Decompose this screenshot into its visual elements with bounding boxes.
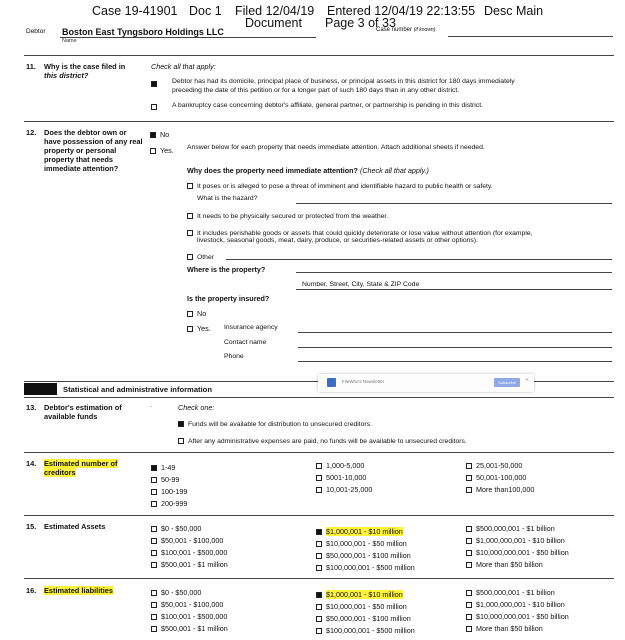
q15-option[interactable]	[316, 527, 403, 536]
filed-date-header: Filed 12/04/19	[235, 4, 315, 18]
q15-option[interactable]	[151, 548, 227, 557]
q16-option[interactable]	[466, 588, 555, 597]
q11-option-affiliate-text: A bankruptcy case concerning debtor's affiliate, general partner, or partnership is pending in this district.	[172, 102, 483, 109]
q16-option-checkbox[interactable]	[316, 616, 322, 622]
q12-hazard-label: What is the hazard?	[197, 195, 258, 202]
q12-address-field[interactable]	[296, 289, 612, 290]
q14-option[interactable]	[316, 461, 364, 470]
q12-insured-no[interactable]	[187, 309, 206, 318]
q14-title	[44, 459, 118, 477]
q14-option-label: 100-199	[161, 487, 188, 496]
q15-option-label: $1,000,000,001 - $10 billion	[476, 536, 565, 545]
q16-option[interactable]	[466, 624, 543, 633]
q11-option-domicile-text-2: preceding the date of this petition or for a longer part of such 180 days than in any other district.	[172, 87, 460, 94]
q16-option-label: $500,000,001 - $1 billion	[476, 588, 555, 597]
q16-option-label: $10,000,001 - $50 million	[326, 602, 407, 611]
q14-option-label: 10,001-25,000	[326, 485, 373, 494]
debtor-label: Debtor	[26, 28, 46, 35]
q16-option-checkbox[interactable]	[151, 626, 157, 632]
q12-reason-other[interactable]	[187, 252, 214, 261]
q15-option-checkbox[interactable]	[151, 562, 157, 568]
q15-option-checkbox[interactable]	[466, 562, 472, 568]
q12-reason-hazard-checkbox[interactable]	[187, 183, 193, 189]
case-number-label: Case number	[376, 27, 413, 33]
q15-option-checkbox[interactable]	[316, 565, 322, 571]
q15-title: Estimated Assets	[44, 522, 106, 531]
q14-option-label: 1,000-5,000	[326, 461, 365, 470]
debtor-name: Boston East Tyngsboro Holdings LLC	[62, 27, 224, 37]
q12-insured-no-checkbox[interactable]	[187, 311, 193, 317]
q15-option-label: $500,000,001 - $1 billion	[476, 524, 555, 533]
q16-option-label: $100,001 - $500,000	[161, 612, 228, 621]
q12-reason-other-checkbox[interactable]	[187, 254, 193, 260]
desc-main-header: Desc Main	[484, 4, 544, 18]
q16-option[interactable]	[151, 624, 228, 633]
q12-phone-field[interactable]	[298, 361, 612, 362]
q13-no-funds-checkbox[interactable]	[178, 438, 184, 444]
q16-option[interactable]	[151, 588, 201, 597]
q15-option[interactable]	[466, 536, 565, 545]
q14-option-checkbox[interactable]	[151, 465, 157, 471]
q16-option[interactable]	[151, 600, 223, 609]
q15-option-checkbox[interactable]	[466, 550, 472, 556]
q15-option-label: $100,000,001 - $500 million	[326, 563, 415, 572]
q12-reason-other-text: Other	[197, 254, 214, 261]
q14-option[interactable]	[151, 487, 187, 496]
q16-option[interactable]	[466, 600, 565, 609]
q15-option[interactable]	[316, 551, 411, 560]
q12-address-caption: Number, Street, City, State & ZIP Code	[302, 281, 420, 288]
q12-hazard-field[interactable]	[296, 203, 612, 204]
q16-option-checkbox[interactable]	[151, 590, 157, 596]
q13-title-line2: available funds	[44, 412, 98, 421]
q15-option-label: More than $50 billion	[476, 560, 543, 569]
q11-domicile-checkbox[interactable]	[151, 81, 157, 87]
q13-top-rule	[24, 397, 614, 398]
q12-insured-yes-checkbox[interactable]	[187, 326, 193, 332]
q12-other-field[interactable]	[226, 259, 612, 260]
q14-option-checkbox[interactable]	[316, 463, 322, 469]
q15-option-label: $10,000,000,001 - $50 billion	[476, 548, 569, 557]
q14-option-label: 50,001-100,000	[476, 473, 527, 482]
q15-option[interactable]	[151, 536, 223, 545]
q14-option-label: 5001-10,000	[326, 473, 367, 482]
q12-reason-hazard-text: It poses or is alleged to pose a threat of imminent and identifiable hazard to public health or safety.	[197, 183, 493, 190]
q15-option-label: $500,001 - $1 million	[161, 560, 228, 569]
q14-option-checkbox[interactable]	[151, 477, 157, 483]
q16-option-checkbox[interactable]	[466, 590, 472, 596]
q12-reason-perishable-text-2: livestock, seasonal goods, meat, dairy, produce, or securities-related assets or other options).	[197, 237, 478, 244]
q14-title-line1: Estimated number of	[44, 459, 118, 468]
q13-title-line1: Debtor's estimation of	[44, 403, 122, 412]
q14-option-label: 50-99	[161, 475, 180, 484]
q14-option-checkbox[interactable]	[151, 501, 157, 507]
q14-option-checkbox[interactable]	[466, 487, 472, 493]
q16-option-checkbox[interactable]	[466, 614, 472, 620]
q16-option-checkbox[interactable]	[316, 628, 322, 634]
q11-title-line1: Why is the case filed in	[44, 62, 126, 71]
q12-yes-label: Yes.	[160, 146, 174, 155]
q14-option[interactable]	[151, 463, 175, 472]
q14-option-label: 200-999	[161, 499, 188, 508]
q12-reason-hazard[interactable]	[187, 181, 493, 190]
q13-funds-available-text: Funds will be available for distribution to unsecured creditors.	[188, 421, 372, 428]
q13-funds-available[interactable]	[178, 419, 372, 428]
q16-title	[44, 586, 113, 595]
q14-option-checkbox[interactable]	[466, 475, 472, 481]
q12-agency-label: Insurance agency	[224, 324, 278, 331]
newsletter-icon	[327, 378, 336, 387]
q12-yes-checkbox[interactable]	[150, 148, 156, 154]
q15-option-label: $10,000,001 - $50 million	[326, 539, 407, 548]
section-heading-marker	[24, 383, 57, 395]
q16-option-label: More than $50 billion	[476, 624, 543, 633]
q16-number: 16.	[26, 586, 37, 595]
q15-option[interactable]	[466, 548, 569, 557]
q12-reason-secure-checkbox[interactable]	[187, 213, 193, 219]
q12-no-option[interactable]	[150, 130, 169, 139]
q16-option-checkbox[interactable]	[316, 592, 322, 598]
q12-title: Does the debtor own or have possession of any real property or personal property that needs immediate attention?	[44, 128, 143, 173]
q16-option[interactable]	[316, 590, 403, 599]
q12-reason-perishable-text-1: It includes perishable goods or assets that could quickly deteriorate or lose value without attention (for example,	[197, 230, 533, 237]
q12-top-rule	[24, 121, 614, 122]
q12-number: 12.	[26, 128, 37, 137]
q16-option-checkbox[interactable]	[151, 602, 157, 608]
q16-option-label: $100,000,001 - $500 million	[326, 626, 415, 635]
q16-option-checkbox[interactable]	[466, 602, 472, 608]
q12-contact-label: Contact name	[224, 339, 267, 346]
case-number-hint: (if known)	[413, 27, 436, 33]
debtor-name-underline	[60, 37, 316, 38]
q16-option-label: $0 - $50,000	[161, 588, 202, 597]
q12-phone-label: Phone	[224, 353, 244, 360]
q15-option-checkbox[interactable]	[151, 538, 157, 544]
q16-option-label: $1,000,001 - $10 million	[326, 590, 403, 599]
q16-top-rule	[24, 578, 614, 579]
q12-reason-perishable-checkbox[interactable]	[187, 230, 193, 236]
debtor-name-caption: Name	[62, 38, 77, 44]
q15-option[interactable]	[316, 539, 407, 548]
q15-option-checkbox[interactable]	[466, 538, 472, 544]
q15-option[interactable]	[466, 524, 555, 533]
q11-option-affiliate[interactable]	[151, 102, 161, 111]
newsletter-subscribe-button[interactable]: Subscribe	[494, 378, 520, 387]
q13-instruction: Check one:	[178, 403, 215, 412]
q15-option-label: $1,000,001 - $10 million	[326, 527, 403, 536]
q11-option-domicile[interactable]	[151, 79, 161, 88]
q12-agency-field[interactable]	[298, 332, 612, 333]
q16-option-label: $1,000,000,001 - $10 billion	[476, 600, 565, 609]
q15-option-label: $0 - $50,000	[161, 524, 202, 533]
q16-option[interactable]	[151, 612, 227, 621]
q12-yes-option[interactable]	[150, 146, 174, 155]
q14-option-label: 1-49	[161, 463, 176, 472]
q14-number: 14.	[26, 459, 37, 468]
q12-contact-field[interactable]	[298, 347, 612, 348]
q16-option-checkbox[interactable]	[316, 604, 322, 610]
q15-option-label: $100,001 - $500,000	[161, 548, 228, 557]
q14-option[interactable]	[466, 461, 522, 470]
case-number-header: Case 19-41901	[92, 4, 178, 18]
section-heading: Statistical and administrative information	[63, 385, 212, 394]
q15-option-label: $50,001 - $100,000	[161, 536, 224, 545]
q11-instruction: Check all that apply:	[151, 62, 216, 71]
newsletter-popup	[318, 374, 534, 392]
q12-insured-question: Is the property insured?	[187, 294, 270, 303]
q16-option-label: $50,000,001 - $100 million	[326, 614, 411, 623]
q12-insured-yes-label: Yes.	[197, 324, 211, 333]
q12-reason-perishable[interactable]	[187, 228, 533, 237]
q15-option-checkbox[interactable]	[316, 553, 322, 559]
q16-option[interactable]	[316, 602, 407, 611]
q15-option-checkbox[interactable]	[151, 550, 157, 556]
q14-option-checkbox[interactable]	[316, 475, 322, 481]
q12-reason-secure[interactable]	[187, 211, 388, 220]
q14-option-checkbox[interactable]	[316, 487, 322, 493]
q14-option[interactable]	[151, 499, 187, 508]
q11-top-rule	[24, 55, 614, 56]
q14-option[interactable]	[316, 485, 372, 494]
page-number-header: Page 3 of 33	[325, 16, 396, 30]
q12-why-question-text: Why does the property need immediate attention?	[187, 166, 358, 175]
entered-date-header: Entered 12/04/19 22:13:55	[327, 4, 476, 18]
newsletter-text: FileWho's Newsletter	[342, 379, 385, 384]
q11-option-domicile-text-1: Debtor has had its domicile, principal place of business, or principal assets in this district for 180 days immediately	[172, 78, 515, 85]
q14-option-checkbox[interactable]	[151, 489, 157, 495]
q13-funds-available-checkbox[interactable]	[178, 421, 184, 427]
q15-top-rule	[24, 515, 614, 516]
q13-number: 13.	[26, 403, 37, 412]
q14-option[interactable]	[466, 485, 534, 494]
q14-title-line2: creditors	[44, 468, 76, 477]
q11-title-line2: this district?	[44, 71, 89, 80]
q12-no-checkbox[interactable]	[150, 132, 156, 138]
q15-option[interactable]	[466, 560, 543, 569]
q15-option-checkbox[interactable]	[316, 541, 322, 547]
document-label-header: Document	[245, 16, 302, 30]
q15-option[interactable]	[151, 524, 201, 533]
q12-insured-no-label: No	[197, 309, 207, 318]
q15-number: 15.	[26, 522, 37, 531]
q15-option-label: $50,000,001 - $100 million	[326, 551, 411, 560]
q14-option[interactable]	[466, 473, 526, 482]
q14-option[interactable]	[151, 475, 179, 484]
q11-number: 11.	[26, 62, 36, 71]
q16-option-label: $500,001 - $1 million	[161, 624, 228, 633]
q12-no-label: No	[160, 130, 170, 139]
q16-option-checkbox[interactable]	[466, 626, 472, 632]
q16-option[interactable]	[316, 626, 415, 635]
q12-where-field[interactable]	[296, 272, 612, 273]
q15-option-checkbox[interactable]	[316, 529, 322, 535]
q16-option[interactable]	[466, 612, 569, 621]
q12-insured-yes[interactable]	[187, 324, 211, 333]
q11-affiliate-checkbox[interactable]	[151, 104, 157, 110]
q13-no-funds[interactable]	[178, 436, 467, 445]
q12-why-hint: (Check all that apply.)	[359, 166, 429, 175]
q13-no-funds-text: After any administrative expenses are paid, no funds will be available to unsecured creditors.	[188, 438, 467, 445]
q16-option[interactable]	[316, 614, 411, 623]
q14-option-label: 25,001-50,000	[476, 461, 523, 470]
q12-why-question	[187, 166, 429, 175]
doc-number-header: Doc 1	[189, 4, 222, 18]
q16-title-text: Estimated liabilities	[44, 586, 114, 595]
q14-option-label: More than100,000	[476, 485, 535, 494]
q14-top-rule	[24, 452, 614, 453]
case-number-field[interactable]	[448, 36, 613, 37]
newsletter-close-icon[interactable]: ×	[525, 377, 530, 384]
q15-option-checkbox[interactable]	[466, 526, 472, 532]
q15-option[interactable]	[151, 560, 228, 569]
q16-option-label: $50,001 - $100,000	[161, 600, 224, 609]
q14-option-checkbox[interactable]	[466, 463, 472, 469]
q15-option-checkbox[interactable]	[151, 526, 157, 532]
q14-option[interactable]	[316, 473, 366, 482]
q12-yes-instruction: Answer below for each property that needs immediate attention. Attach additional sheets if needed.	[187, 144, 485, 151]
q13-bullet: .	[150, 402, 152, 409]
q16-option-checkbox[interactable]	[151, 614, 157, 620]
case-number-field-label	[376, 27, 435, 33]
q12-reason-secure-text: It needs to be physically secured or protected from the weather.	[197, 213, 389, 220]
q12-where-question: Where is the property?	[187, 265, 266, 274]
q15-option[interactable]	[316, 563, 415, 572]
q16-option-label: $10,000,000,001 - $50 billion	[476, 612, 569, 621]
